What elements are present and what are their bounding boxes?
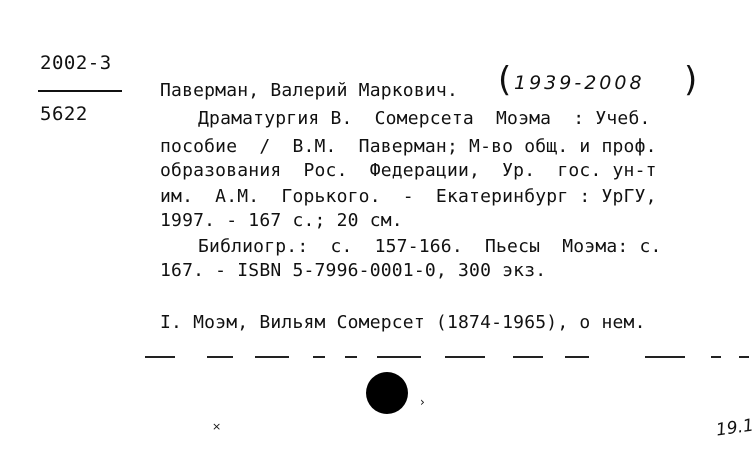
handwritten-dates: 1939-2008 [514,72,645,94]
stray-mark: › [420,395,425,409]
punch-hole [366,372,408,414]
subject-heading: I. Моэм, Вильям Сомерсет (1874-1965), о нем. [160,312,646,333]
notes-line-1: Библиогр.: с. 157-166. Пьесы Моэма: с. [198,236,662,257]
title-line-4: им. А.М. Горького. - Екатеринбург : УрГУ, [160,186,657,207]
call-number-bottom: 5622 [40,103,88,125]
author-heading: Паверман, Валерий Маркович. [160,80,458,101]
dashed-separator [145,356,750,358]
call-number-top: 2002-3 [40,52,112,74]
title-line-2: пособие / В.М. Паверман; М-во общ. и проф. [160,136,657,157]
corner-handwritten-mark: 19.1 [714,415,755,441]
stray-mark-small: × [212,420,222,433]
handwritten-close-paren: ) [684,60,698,100]
call-number-divider [38,90,122,92]
title-line-3: образования Рос. Федерации, Ур. гос. ун-т [160,160,657,181]
title-line-1: Драматургия В. Сомерсета Моэма : Учеб. [198,108,651,129]
imprint-line: 1997. - 167 с.; 20 см. [160,210,403,231]
handwritten-open-paren: ( [498,60,512,100]
notes-line-2: 167. - ISBN 5-7996-0001-0, 300 экз. [160,260,547,281]
